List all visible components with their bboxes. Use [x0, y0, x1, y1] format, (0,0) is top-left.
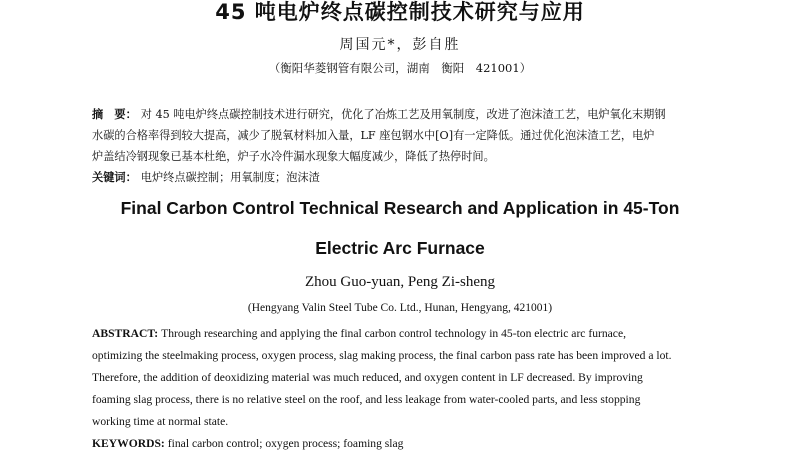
english-title-line-1: Final Carbon Control Technical Research and Application in 45-Ton [120, 198, 680, 218]
english-affiliation: (Hengyang Valin Steel Tube Co. Ltd., Hunan, Hengyang, 421001) [247, 302, 553, 314]
chinese-abstract-label: 摘 要： [92, 108, 137, 121]
english-authors: Zhou Guo-yuan, Peng Zi-sheng [305, 274, 495, 290]
english-keywords-text: final carbon control; oxygen process; foaming slag [167, 437, 404, 450]
english-keywords-label: KEYWORDS: [92, 437, 165, 450]
english-keywords [92, 433, 730, 455]
chinese-authors: 周国元*，彭自胜 [339, 37, 461, 53]
english-abstract-line-5: working time at normal state. [92, 415, 229, 428]
chinese-keywords [92, 167, 732, 188]
chinese-abstract-text: 对 45 吨电炉终点碳控制技术进行研究，优化了冶炼工艺及用氧制度，改进了泡沫渣工艺，电炉氧化末期钢 [140, 108, 666, 121]
chinese-affiliation: （衡阳华菱钢管有限公司，湖南 衡阳 421001） [268, 61, 532, 75]
english-title-line-2: Electric Arc Furnace [315, 238, 485, 258]
chinese-abstract-line-1 [92, 104, 732, 125]
english-abstract-label: ABSTRACT: [92, 327, 159, 340]
english-abstract-line-1 [92, 323, 730, 345]
chinese-keywords-text: 电炉终点碳控制；用氧制度；泡沫渣 [140, 171, 320, 184]
chinese-abstract-line-3: 炉盖结冷钢现象已基本杜绝，炉子水冷件漏水现象大幅度减少，降低了热停时间。 [92, 150, 495, 163]
chinese-keywords-label: 关键词： [92, 171, 137, 184]
english-abstract-text: Through researching and applying the final carbon control technology in 45-ton electric arc furnace, [161, 327, 626, 340]
english-abstract-line-2: optimizing the steelmaking process, oxygen process, slag making process, the final carbon pass rate has been improved a lot. [92, 349, 672, 362]
english-abstract-line-3: Therefore, the addition of deoxidizing material was much reduced, and oxygen content in LF decreased. By improving [92, 371, 643, 384]
chinese-abstract-line-2: 水碳的合格率得到较大提高，减少了脱氧材料加入量，LF 座包钢水中[O]有一定降低。通过优化泡沫渣工艺，电炉 [92, 129, 655, 142]
chinese-title: 45 吨电炉终点碳控制技术研究与应用 [215, 0, 585, 24]
english-abstract-line-4: foaming slag process, there is no relative steel on the roof, and less leakage from water-cooled parts, and less stopping [92, 393, 641, 406]
